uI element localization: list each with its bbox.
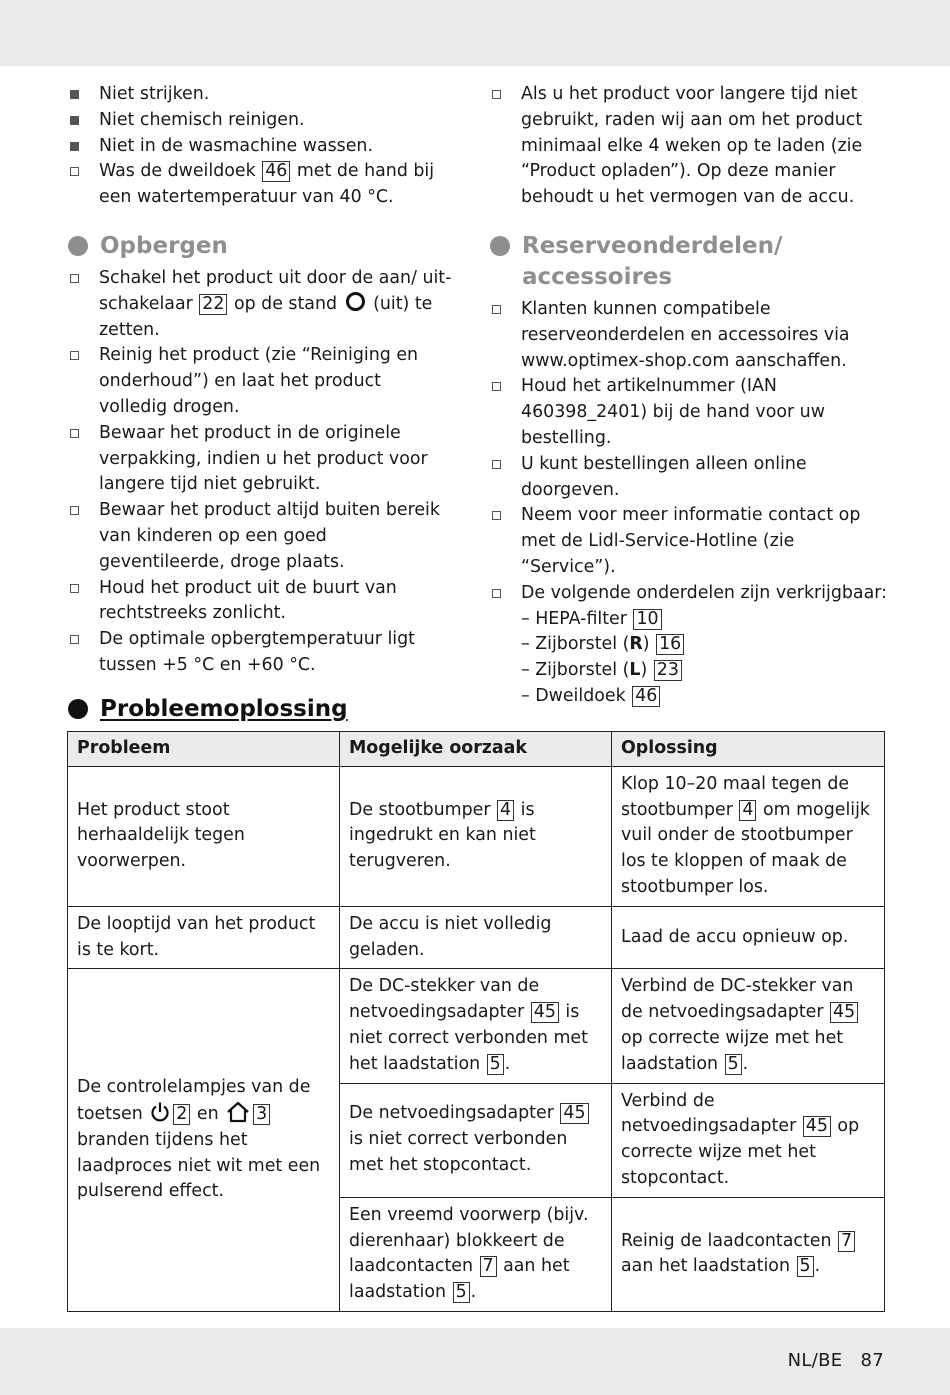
care-list (68, 82, 453, 211)
square-bullet-icon (70, 116, 79, 125)
part-ref: 45 (560, 1103, 588, 1124)
list-item: Reinig het product (zie “Reiniging en onderhoud”) en laat het product volledig drogen. (68, 343, 453, 420)
cause-cell: De DC-stekker van de netvoedingsadapter 45 is niet correct verbonden met het laadstation 5 . (340, 969, 612, 1083)
list-item: Neem voor meer informatie contact op met de Lidl-Service-Hotline (zie “Service”). (490, 503, 890, 580)
page-number: NL/BE 87 (787, 1350, 884, 1371)
list-item: Bewaar het product altijd buiten bereik van kinderen op een goed geventileerde, droge plaats. (68, 498, 453, 575)
part-ref: 5 (453, 1282, 470, 1303)
part-ref: 45 (531, 1002, 559, 1023)
cause-cell: Een vreemd voorwerp (bijv. dierenhaar) blokkeert de laadcontacten 7 aan het laadstation 5 . (340, 1197, 612, 1311)
list-item: Klanten kunnen compatibele reserveonderdelen en accessoires via www.optimex-shop.com aanschaffen. (490, 297, 890, 374)
charging-note-list (490, 82, 890, 211)
header-band (0, 0, 950, 66)
right-column (490, 82, 890, 710)
list-item: Houd het artikelnummer (IAN 460398_2401) bij de hand voor uw bestelling. (490, 374, 890, 451)
section-dot-icon (68, 699, 88, 719)
list-item: Als u het product voor langere tijd niet gebruikt, raden wij aan om het product minimaal elke 4 weken op te laden (zie “Product opladen”). Op deze manier behoudt u het vermogen van de accu. (490, 82, 890, 211)
part-ref: 10 (633, 609, 661, 630)
column-header-problem: Probleem (68, 732, 340, 767)
left-column (68, 82, 453, 679)
section-heading-reserveonderdelen: Reserveonderdelen/ accessoires (490, 231, 890, 293)
checkbox-bullet-icon (492, 511, 501, 520)
problem-cell: De controlelampjes van de toetsen 2 en 3 branden tijdens het laadproces niet wit met een pulserend effect. (68, 969, 340, 1312)
checkbox-bullet-icon (70, 635, 79, 644)
checkbox-bullet-icon (492, 460, 501, 469)
part-ref: 5 (797, 1256, 814, 1277)
solution-cell: Verbind de netvoedingsadapter 45 op correcte wijze met het stopcontact. (612, 1083, 885, 1197)
parts-list (490, 297, 890, 710)
table-row (68, 969, 885, 1083)
part-ref: 4 (497, 800, 514, 821)
problem-cell: Het product stoot herhaaldelijk tegen voorwerpen. (68, 766, 340, 906)
checkbox-bullet-icon (70, 167, 79, 176)
list-item: Was de dweildoek 46 met de hand bij een watertemperatuur van 40 °C. (68, 159, 453, 211)
solution-cell: Reinig de laadcontacten 7 aan het laadstation 5 . (612, 1197, 885, 1311)
home-icon (226, 1101, 250, 1123)
solution-cell: Verbind de DC-stekker van de netvoedingsadapter 45 op correcte wijze met het laadstation 5 . (612, 969, 885, 1083)
list-item: Bewaar het product in de originele verpakking, indien u het product voor langere tijd niet gebruikt. (68, 421, 453, 498)
checkbox-bullet-icon (70, 429, 79, 438)
square-bullet-icon (70, 90, 79, 99)
column-header-solution: Oplossing (612, 732, 885, 767)
list-item: Schakel het product uit door de aan/ uit-schakelaar 22 op de stand (uit) te zetten. (68, 266, 453, 343)
part-ref: 46 (262, 161, 290, 182)
part-item-side-brush-r: – Zijborstel (R) 16 (521, 632, 890, 658)
cause-cell: De accu is niet volledig geladen. (340, 906, 612, 969)
table-row (68, 906, 885, 969)
checkbox-bullet-icon (492, 90, 501, 99)
list-item: Niet strijken. (68, 82, 453, 108)
part-ref: 45 (830, 1002, 858, 1023)
checkbox-bullet-icon (70, 351, 79, 360)
checkbox-bullet-icon (492, 305, 501, 314)
part-ref: 7 (838, 1231, 855, 1252)
section-dot-icon (68, 236, 88, 256)
part-ref: 22 (199, 294, 227, 315)
cause-cell: De netvoedingsadapter 45 is niet correct verbonden met het stopcontact. (340, 1083, 612, 1197)
part-ref: 45 (803, 1116, 831, 1137)
part-ref: 16 (656, 634, 684, 655)
section-heading-opbergen: Opbergen (68, 231, 453, 262)
available-parts-list (521, 607, 890, 710)
power-icon (150, 1101, 170, 1123)
list-item: De optimale opbergtemperatuur ligt tussen +5 °C en +60 °C. (68, 627, 453, 679)
problem-cell: De looptijd van het product is te kort. (68, 906, 340, 969)
list-item: Niet in de wasmachine wassen. (68, 134, 453, 160)
troubleshooting-table (67, 731, 885, 1312)
table-header-row (68, 732, 885, 767)
list-item: U kunt bestellingen alleen online doorgeven. (490, 452, 890, 504)
part-item-mop: – Dweildoek 46 (521, 684, 890, 710)
cause-cell: De stootbumper 4 is ingedrukt en kan niet terugveren. (340, 766, 612, 906)
part-ref: 46 (632, 686, 660, 707)
checkbox-bullet-icon (492, 382, 501, 391)
column-header-cause: Mogelijke oorzaak (340, 732, 612, 767)
table-row (68, 766, 885, 906)
checkbox-bullet-icon (70, 584, 79, 593)
section-heading-probleemoplossing: Probleemoplossing (68, 694, 348, 725)
checkbox-bullet-icon (70, 274, 79, 283)
checkbox-bullet-icon (492, 589, 501, 598)
off-position-icon (346, 292, 365, 311)
part-ref: 23 (654, 660, 682, 681)
part-ref: 7 (480, 1256, 497, 1277)
part-item-hepa: – HEPA-filter 10 (521, 607, 890, 633)
list-item: Houd het product uit de buurt van rechtstreeks zonlicht. (68, 576, 453, 628)
square-bullet-icon (70, 142, 79, 151)
part-item-side-brush-l: – Zijborstel (L) 23 (521, 658, 890, 684)
list-item: Niet chemisch reinigen. (68, 108, 453, 134)
section-dot-icon (490, 236, 510, 256)
storage-list (68, 266, 453, 679)
part-ref: 5 (725, 1054, 742, 1075)
part-ref: 3 (253, 1104, 270, 1125)
solution-cell: Laad de accu opnieuw op. (612, 906, 885, 969)
part-ref: 2 (173, 1104, 190, 1125)
part-ref: 4 (739, 800, 756, 821)
solution-cell: Klop 10–20 maal tegen de stootbumper 4 om mogelijk vuil onder de stootbumper los te kloppen of maak de stootbumper los. (612, 766, 885, 906)
part-ref: 5 (487, 1054, 504, 1075)
list-item: De volgende onderdelen zijn verkrijgbaar: – HEPA-filter 10 – Zijborstel (R) 16 – Zijborstel (L) 23 – Dweildoek 46 (490, 581, 890, 710)
checkbox-bullet-icon (70, 506, 79, 515)
